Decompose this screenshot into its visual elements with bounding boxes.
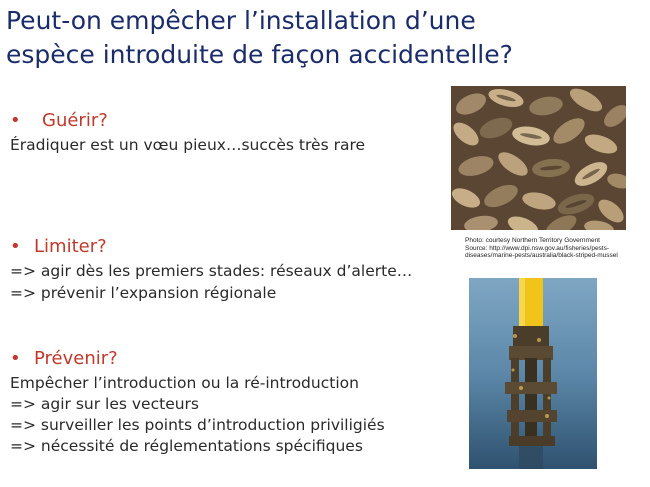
bullet-dot: • xyxy=(10,110,21,131)
bullet-dot: • xyxy=(10,348,21,369)
prevenir-line-1: Empêcher l’introduction ou la ré-introduction xyxy=(10,374,359,392)
heading-prevenir: Prévenir? xyxy=(34,348,118,369)
caption-line-1: Photo: courtesy Northern Territory Government xyxy=(465,237,600,244)
guerir-line-1: Éradiquer est un vœu pieux…succès très rare xyxy=(10,136,366,154)
heading-guerir: Guérir? xyxy=(42,110,108,131)
bullet-limiter xyxy=(10,236,107,257)
heading-limiter: Limiter? xyxy=(34,236,107,257)
slide-title xyxy=(6,4,636,72)
caption-line-2: Source: http://www.dpi.nsw.gov.au/fisheries/pests- xyxy=(465,244,610,252)
bullet-dot: • xyxy=(10,236,21,257)
mussels-image xyxy=(451,86,626,230)
fouled-post-photo xyxy=(469,278,597,469)
prevenir-line-2: => agir sur les vecteurs xyxy=(10,395,200,413)
photo-caption xyxy=(465,237,618,260)
limiter-line-2: => prévenir l’expansion régionale xyxy=(10,284,277,302)
title-line-2: espèce introduite de façon accidentelle? xyxy=(6,40,513,69)
title-line-1: Peut-on empêcher l’installation d’une xyxy=(6,6,476,35)
bullet-guerir xyxy=(10,110,108,131)
mussels-photo xyxy=(451,86,626,230)
bullet-prevenir xyxy=(10,348,118,369)
limiter-line-1: => agir dès les premiers stades: réseaux d’alerte… xyxy=(10,262,413,280)
caption-line-3: diseases/marine-pests/australia/black-striped-mussel xyxy=(465,252,618,259)
fouled-post-image xyxy=(469,278,597,469)
prevenir-line-3: => surveiller les points d’introduction priviligiés xyxy=(10,416,385,434)
prevenir-line-4: => nécessité de réglementations spécifiques xyxy=(10,437,363,455)
